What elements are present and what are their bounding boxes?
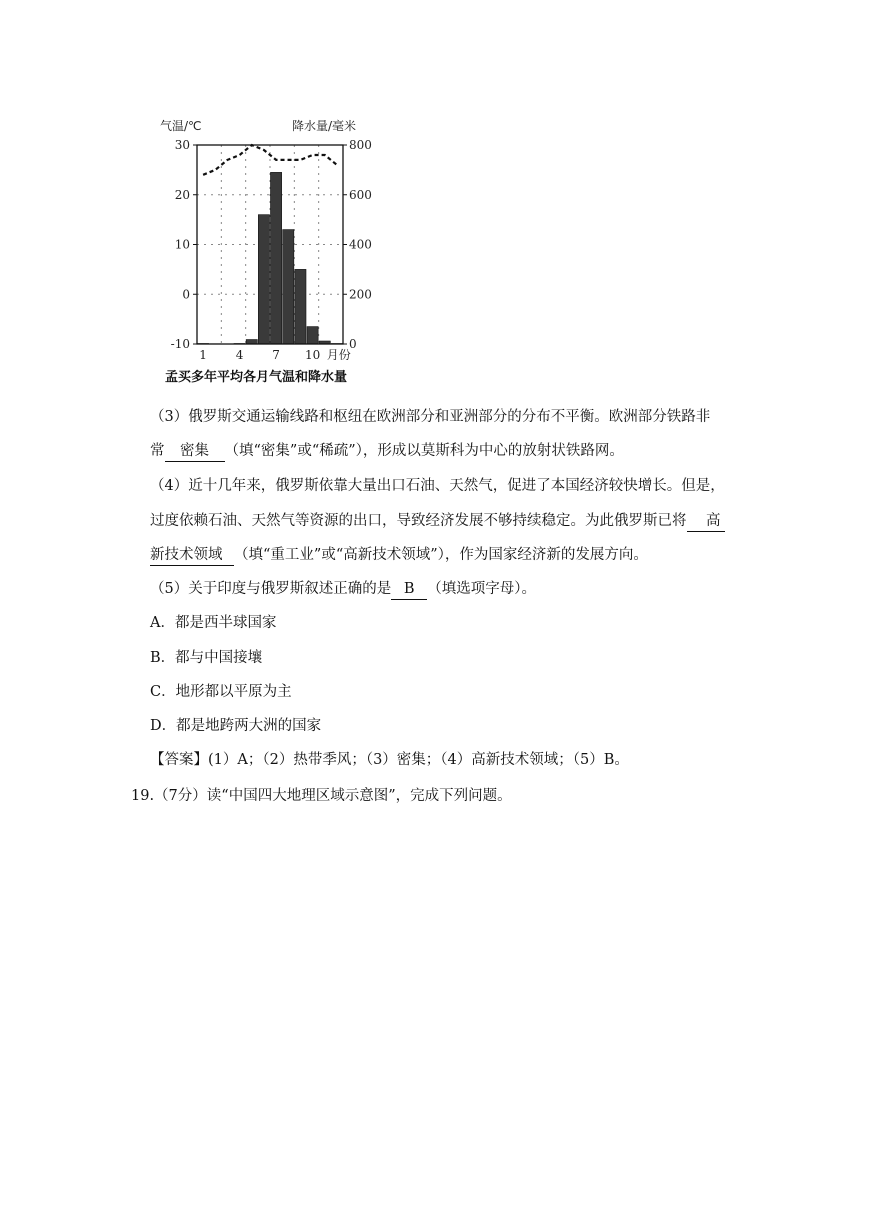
y-left-tick-label: -10	[170, 337, 190, 351]
q5-stem-pre: （5）关于印度与俄罗斯叙述正确的是	[150, 581, 392, 597]
q5-stem	[150, 579, 536, 600]
q4-line-1: （4）近十几年来，俄罗斯依靠大量出口石油、天然气，促进了本国经济较快增长。但是，	[150, 478, 725, 494]
q3-answer-blank: 密集	[165, 441, 225, 462]
q4-line-2-pre: 过度依赖石油、天然气等资源的出口，导致经济发展不够持续稳定。为此俄罗斯已将	[150, 513, 687, 529]
y-left-tick-label: 30	[174, 138, 190, 152]
q3-line-2	[150, 441, 624, 462]
y-right-tick-label: 800	[349, 138, 372, 152]
precipitation-bar	[295, 269, 306, 344]
q3-line-2-pre: 常	[150, 443, 165, 459]
q4-line-3-post: （填“重工业”或“高新技术领域”），作为国家经济新的发展方向。	[234, 547, 648, 563]
q5-option-b: B．都与中国接壤	[150, 650, 263, 666]
precipitation-bar	[258, 215, 269, 344]
q5-option-c: C．地形都以平原为主	[150, 684, 292, 700]
q4-answer-blank-part2: 新技术领域	[150, 545, 234, 566]
y-right-axis-label: 降水量/毫米	[292, 119, 357, 133]
precipitation-bar	[283, 230, 294, 344]
y-left-tick-label: 10	[174, 237, 190, 252]
q19-stem: 19.（7分）读“中国四大地理区域示意图”，完成下列问题。	[131, 788, 512, 804]
climate-chart	[150, 108, 390, 398]
climate-chart-svg	[150, 108, 390, 398]
x-tick-label: 7	[272, 348, 280, 362]
answer-key: 【答案】(1）A；（2）热带季风；（3）密集；（4）高新技术领域；（5）B。	[150, 752, 629, 768]
q4-line-2	[150, 511, 725, 532]
q4-line-3	[150, 545, 648, 566]
q3-line-2-post: （填“密集”或“稀疏”），形成以莫斯科为中心的放射状铁路网。	[224, 443, 624, 459]
y-right-tick-label: 200	[349, 287, 372, 302]
q5-option-a: A．都是西半球国家	[150, 615, 277, 631]
y-right-tick-label: 400	[349, 237, 372, 252]
y-left-tick-label: 0	[182, 287, 190, 302]
q5-stem-post: （填选项字母）。	[427, 581, 536, 597]
y-left-axis-label: 气温/℃	[160, 119, 202, 133]
y-right-tick-label: 0	[349, 337, 357, 351]
x-tick-label: 1	[199, 348, 207, 362]
precipitation-bar	[271, 172, 282, 344]
q4-answer-blank-part1: 高	[687, 511, 725, 532]
chart-title: 孟买多年平均各月气温和降水量	[165, 370, 348, 385]
q5-answer-blank: B	[391, 579, 427, 600]
x-axis-unit-label: 月份	[326, 348, 351, 362]
plot-area	[171, 138, 372, 362]
q5-option-d: D．都是地跨两大洲的国家	[150, 718, 322, 734]
precipitation-bar	[307, 327, 318, 344]
x-tick-label: 10	[304, 348, 321, 362]
y-right-tick-label: 600	[349, 187, 372, 202]
precipitation-bar	[246, 340, 257, 344]
x-tick-label: 4	[235, 348, 244, 362]
q3-line-1: （3）俄罗斯交通运输线路和枢纽在欧洲部分和亚洲部分的分布不平衡。欧洲部分铁路非	[150, 409, 711, 425]
y-left-tick-label: 20	[174, 187, 190, 202]
